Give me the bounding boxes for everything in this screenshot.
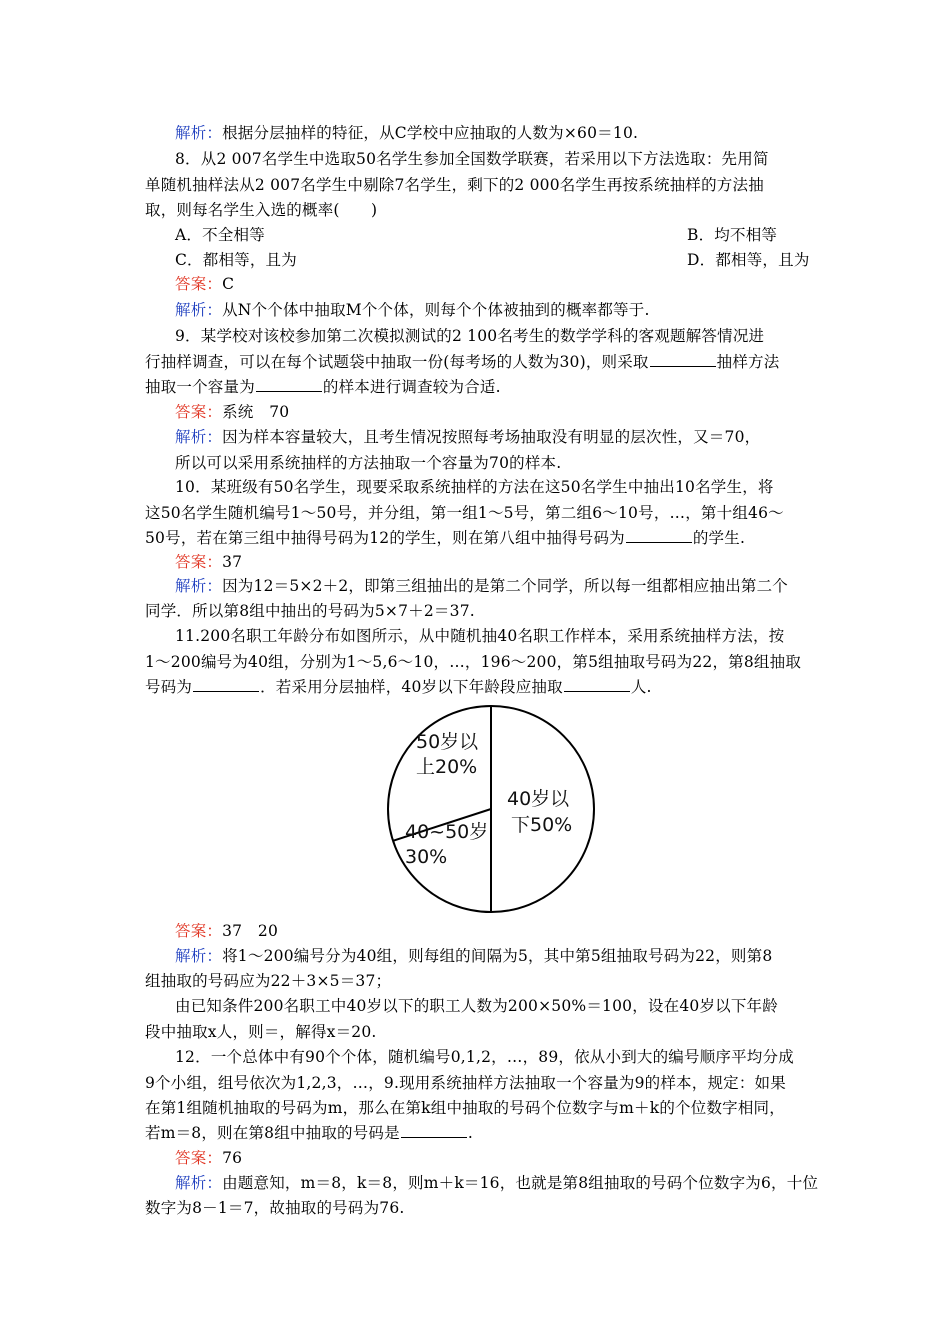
q9-explanation-line2: 所以可以采用系统抽样的方法抽取一个容量为70的样本. <box>175 454 562 472</box>
q12-stem-line1: 12．一个总体中有90个个体，随机编号0,1,2，…，89，依从小到大的编号顺序平均分成 <box>175 1048 794 1066</box>
q8-stem-line3: 取，则每名学生入选的概率( ) <box>145 201 378 219</box>
q9-stem-line2: 行抽样调查，可以在每个试题袋中抽取一份(每考场的人数为30)，则采取 抽样方法 <box>145 353 780 371</box>
answer-blank <box>401 1123 467 1138</box>
answer-blank <box>626 528 692 543</box>
answer-blank <box>256 377 322 392</box>
q10-stem-line1: 10．某班级有50名学生，现要采取系统抽样的方法在这50名学生中抽出10名学生，将 <box>175 478 774 496</box>
answer-blank <box>650 352 716 367</box>
q10-stem-line3: 50号，若在第三组中抽得号码为12的学生，则在第八组中抽得号码为 的学生. <box>145 529 746 547</box>
slice-label-under40-line1: 40岁以 <box>507 788 570 810</box>
q12-stem-line3: 在第1组随机抽取的号码为m，那么在第k组中抽取的号码个位数字与m＋k的个位数字相同， <box>145 1099 785 1117</box>
q11-explanation-line1: 解析：将1～200编号分为40组，则每组的间隔为5，其中第5组抽取号码为22，则第8 <box>175 947 773 965</box>
q8-options-ab <box>175 222 845 248</box>
q9-stem-line3: 抽取一个容量为 的样本进行调查较为合适. <box>145 378 501 396</box>
q8-answer: 答案：C <box>175 275 235 293</box>
answer-blank <box>564 677 630 692</box>
q12-explanation-line1: 解析：由题意知，m＝8，k＝8，则m＋k＝16，也就是第8组抽取的号码个位数字为6，十位 <box>175 1174 819 1192</box>
q10-explanation-line2: 同学．所以第8组中抽出的号码为5×7＋2＝37. <box>145 602 475 620</box>
q8-option-c: C．都相等，且为 <box>175 251 297 269</box>
q12-answer: 答案：76 <box>175 1149 243 1167</box>
answer-blank <box>193 677 259 692</box>
q8-option-b: B．均不相等 <box>687 226 778 244</box>
q8-option-a: A．不全相等 <box>175 226 265 244</box>
age-pie-chart <box>383 702 599 916</box>
q11-explanation-line4: 段中抽取x人，则＝，解得x＝20. <box>145 1023 377 1041</box>
q11-stem-line3: 号码为 ．若采用分层抽样，40岁以下年龄段应抽取 人. <box>145 678 652 696</box>
q8-explanation: 解析：从N个个体中抽取M个个体，则每个个体被抽到的概率都等于. <box>175 301 650 319</box>
q10-answer: 答案：37 <box>175 553 243 571</box>
slice-label-under40-line2: 下50% <box>511 814 573 836</box>
q10-stem-line2: 这50名学生随机编号1～50号，并分组，第一组1～5号，第二组6～10号，…，第十组46～ <box>145 504 784 522</box>
q9-explanation-line1: 解析：因为样本容量较大，且考生情况按照每考场抽取没有明显的层次性，又＝70， <box>175 428 761 446</box>
q9-stem-line1: 9．某学校对该校参加第二次模拟测试的2 100名考生的数学学科的客观题解答情况进 <box>175 327 765 345</box>
q11-stem-line1: 11.200名职工年龄分布如图所示，从中随机抽40名职工作样本，采用系统抽样方法，按 <box>175 627 785 645</box>
q7-explanation: 解析：根据分层抽样的特征，从C学校中应抽取的人数为×60＝10. <box>175 124 639 142</box>
q12-explanation-line2: 数字为8－1＝7，故抽取的号码为76. <box>145 1199 405 1217</box>
q11-stem-line2: 1～200编号为40组，分别为1～5,6～10，…，196～200，第5组抽取号码为22，第8组抽取 <box>145 653 802 671</box>
q10-explanation-line1: 解析：因为12＝5×2＋2，即第三组抽出的是第二个同学，所以每一组都相应抽出第二个 <box>175 577 789 595</box>
slice-label-over50-line2: 上20% <box>416 756 478 778</box>
q8-options-cd <box>175 247 845 273</box>
slice-label-40to50-line1: 40~50岁 <box>405 821 489 843</box>
q11-explanation-line2: 组抽取的号码应为22＋3×5＝37； <box>145 972 392 990</box>
q8-option-d: D．都相等，且为 <box>687 251 810 269</box>
slice-label-over50-line1: 50岁以 <box>416 731 479 753</box>
slice-label-40to50-line2: 30% <box>405 846 448 868</box>
q8-stem-line2: 单随机抽样法从2 007名学生中剔除7名学生，剩下的2 000名学生再按系统抽样的方法抽 <box>145 176 764 194</box>
q12-stem-line2: 9个小组，组号依次为1,2,3，…，9.现用系统抽样方法抽取一个容量为9的样本，规定：如果 <box>145 1074 786 1092</box>
q8-stem-line1: 8．从2 007名学生中选取50名学生参加全国数学联赛，若采用以下方法选取：先用简 <box>175 150 769 168</box>
q9-answer: 答案：系统 70 <box>175 403 290 421</box>
q11-explanation-line3: 由已知条件200名职工中40岁以下的职工人数为200×50%＝100，设在40岁以下年龄 <box>175 997 778 1015</box>
q11-answer: 答案：37 20 <box>175 922 279 940</box>
q12-stem-line4: 若m＝8，则在第8组中抽取的号码是 . <box>145 1124 473 1142</box>
